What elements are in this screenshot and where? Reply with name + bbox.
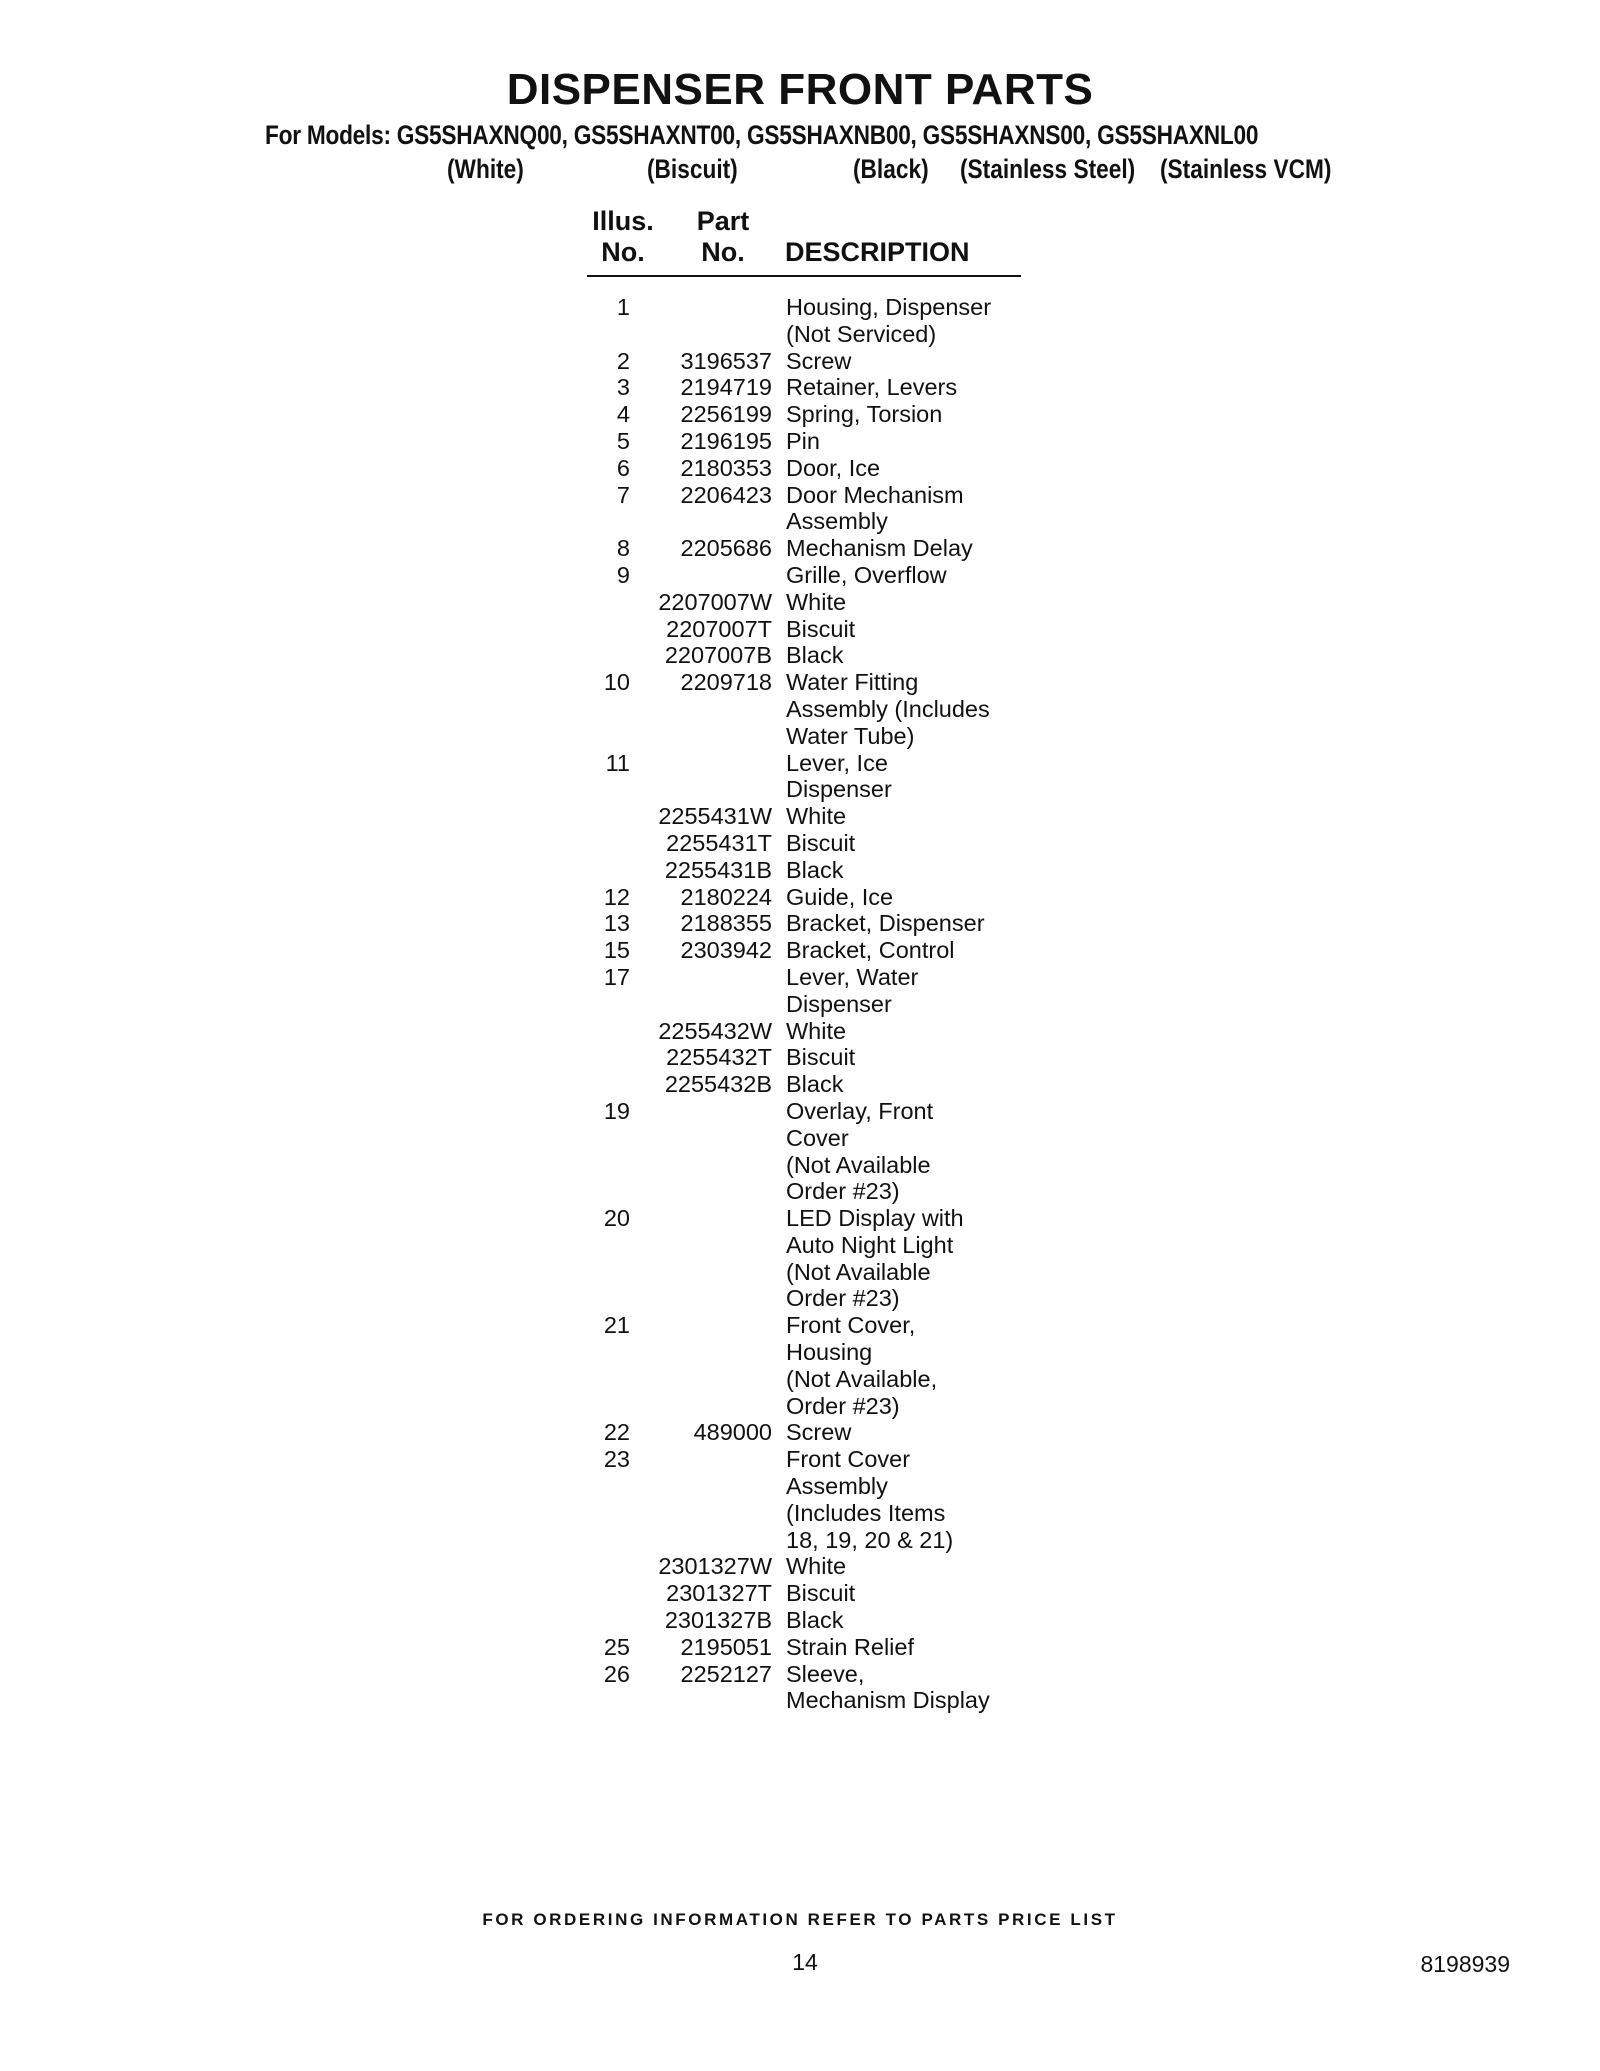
part-number: 2196195 [680, 427, 772, 454]
part-description: Housing, Dispenser (Not Serviced) [786, 294, 992, 347]
part-description: White [786, 588, 847, 615]
illus-number: 15 [603, 937, 630, 964]
part-number: 2209718 [680, 669, 772, 696]
illus-number: 12 [603, 883, 630, 910]
parts-table-row [0, 1634, 1600, 1661]
parts-table-row [0, 857, 1600, 884]
model-color-white: (White) [447, 154, 524, 184]
parts-table-row [0, 294, 1600, 348]
illus-number: 25 [603, 1633, 630, 1660]
part-description: White [786, 803, 847, 830]
header-divider [587, 275, 1021, 277]
model-color-black: (Black) [853, 154, 929, 184]
parts-table-row [0, 669, 1600, 749]
parts-table-row [0, 562, 1600, 589]
illus-number: 21 [603, 1312, 630, 1339]
part-number: 2207007T [666, 615, 772, 642]
part-description: Lever, Water Dispenser [786, 963, 919, 1017]
parts-table-row [0, 803, 1600, 830]
part-number: 2206423 [680, 481, 772, 508]
illus-number: 6 [616, 454, 630, 481]
part-description: Black [786, 856, 844, 883]
parts-table-row [0, 374, 1600, 401]
models-line: For Models: GS5SHAXNQ00, GS5SHAXNT00, GS5SHAXNB00, GS5SHAXNS00, GS5SHAXNL00 [265, 120, 1259, 150]
illus-number: 4 [616, 401, 630, 428]
part-number: 2252127 [680, 1660, 772, 1687]
parts-table-row [0, 1071, 1600, 1098]
part-description: Water Fitting Assembly (Includes Water Tube) [786, 669, 990, 749]
illus-number: 9 [616, 561, 630, 588]
parts-table-row [0, 428, 1600, 455]
parts-table-row [0, 642, 1600, 669]
part-number: 2255431B [664, 856, 772, 883]
illus-number: 11 [605, 749, 630, 776]
document-number: 8198939 [1420, 1951, 1510, 1977]
illus-number: 8 [616, 535, 630, 562]
parts-table-row [0, 830, 1600, 857]
part-description: Black [786, 642, 844, 669]
parts-table-row [0, 1419, 1600, 1446]
part-description: Lever, Ice Dispenser [786, 749, 892, 803]
page-number: 14 [792, 1949, 818, 1975]
part-description: Grille, Overflow [786, 561, 947, 588]
part-number: 2195051 [680, 1633, 772, 1660]
part-description: Door Mechanism Assembly [786, 481, 964, 535]
part-number: 2194719 [680, 374, 772, 401]
part-description: Retainer, Levers [786, 374, 958, 401]
parts-table-row [0, 910, 1600, 937]
model-color-stainless-vcm: (Stainless VCM) [1160, 154, 1332, 184]
parts-table-row [0, 535, 1600, 562]
part-number: 2207007W [658, 588, 772, 615]
parts-table-row [0, 1607, 1600, 1634]
parts-table-row [0, 348, 1600, 375]
parts-table-row [0, 1661, 1600, 1715]
model-colors-line [0, 152, 1600, 186]
part-description: LED Display with Auto Night Light (Not Available Order #23) [786, 1205, 964, 1312]
part-number: 2255432T [666, 1044, 772, 1071]
illus-number: 2 [616, 347, 630, 374]
illus-number: 17 [603, 963, 630, 990]
part-description: Overlay, Front Cover (Not Available Order #23) [786, 1097, 934, 1205]
part-description: Biscuit [786, 1044, 856, 1071]
part-description: Mechanism Delay [786, 535, 973, 562]
part-description: Biscuit [786, 1580, 856, 1607]
part-number: 2255431W [658, 803, 772, 830]
part-number: 2301327T [666, 1580, 772, 1607]
illus-number: 19 [603, 1097, 630, 1124]
part-number: 2301327B [664, 1607, 772, 1634]
parts-table-row [0, 1553, 1600, 1580]
parts-table-row [0, 1580, 1600, 1607]
part-number: 2188355 [680, 910, 772, 937]
illus-number: 23 [603, 1446, 630, 1473]
part-number: 2255432B [664, 1071, 772, 1098]
part-number: 2301327W [658, 1553, 772, 1580]
illus-number: 10 [603, 669, 630, 696]
illus-number: 22 [603, 1419, 630, 1446]
header-description: DESCRIPTION [785, 237, 970, 267]
model-color-stainless-steel: (Stainless Steel) [960, 154, 1136, 184]
ordering-note: FOR ORDERING INFORMATION REFER TO PARTS PRICE LIST [482, 1910, 1118, 1929]
part-description: Spring, Torsion [786, 401, 943, 428]
part-number: 2255431T [666, 829, 772, 856]
parts-table-row [0, 1018, 1600, 1045]
part-number: 2180353 [680, 454, 772, 481]
parts-table-row [0, 616, 1600, 643]
illus-number: 3 [616, 374, 630, 401]
part-description: Door, Ice [786, 454, 881, 481]
part-description: Black [786, 1607, 844, 1634]
part-description: Biscuit [786, 829, 856, 856]
part-description: Front Cover, Housing (Not Available, Order #23) [786, 1312, 938, 1419]
part-description: White [786, 1017, 847, 1044]
parts-table-row [0, 750, 1600, 804]
part-description: Front Cover Assembly (Includes Items 18, 19, 20 & 21) [786, 1446, 954, 1553]
part-description: Guide, Ice [786, 883, 894, 910]
part-number: 2180224 [680, 883, 772, 910]
parts-table-row [0, 1205, 1600, 1312]
parts-table-row [0, 964, 1600, 1018]
part-description: White [786, 1553, 847, 1580]
parts-table-row [0, 937, 1600, 964]
parts-table-row [0, 482, 1600, 536]
header-part-no: Part No. [696, 206, 750, 267]
illus-number: 20 [603, 1205, 630, 1232]
illus-number: 26 [603, 1660, 630, 1687]
model-color-biscuit: (Biscuit) [647, 154, 738, 184]
part-number: 2207007B [664, 642, 772, 669]
illus-number: 13 [603, 910, 630, 937]
illus-number: 1 [616, 294, 630, 320]
part-description: Black [786, 1071, 844, 1098]
illus-number: 5 [616, 427, 630, 454]
part-number: 489000 [693, 1419, 772, 1446]
part-number: 2205686 [680, 535, 772, 562]
part-description: Bracket, Dispenser [786, 910, 985, 937]
parts-table-row [0, 589, 1600, 616]
part-number: 3196537 [680, 347, 772, 374]
part-description: Biscuit [786, 615, 856, 642]
parts-table-row [0, 1446, 1600, 1553]
parts-list [0, 294, 1600, 1714]
part-number: 2256199 [680, 401, 772, 428]
parts-table-header [578, 206, 1018, 276]
part-description: Sleeve, Mechanism Display [786, 1660, 990, 1714]
header-illus-no: Illus. No. [592, 206, 654, 267]
parts-table-row [0, 1044, 1600, 1071]
page-title: DISPENSER FRONT PARTS [506, 65, 1094, 114]
parts-table-row [0, 884, 1600, 911]
illus-number: 7 [616, 481, 630, 508]
part-description: Bracket, Control [786, 937, 955, 964]
parts-table-row [0, 1098, 1600, 1205]
part-description: Strain Relief [786, 1633, 914, 1660]
part-description: Pin [786, 427, 820, 454]
part-number: 2255432W [658, 1017, 772, 1044]
parts-table-row [0, 1312, 1600, 1419]
part-number: 2303942 [680, 937, 772, 964]
parts-table-row [0, 401, 1600, 428]
part-description: Screw [786, 347, 852, 374]
part-description: Screw [786, 1419, 852, 1446]
parts-table-row [0, 455, 1600, 482]
